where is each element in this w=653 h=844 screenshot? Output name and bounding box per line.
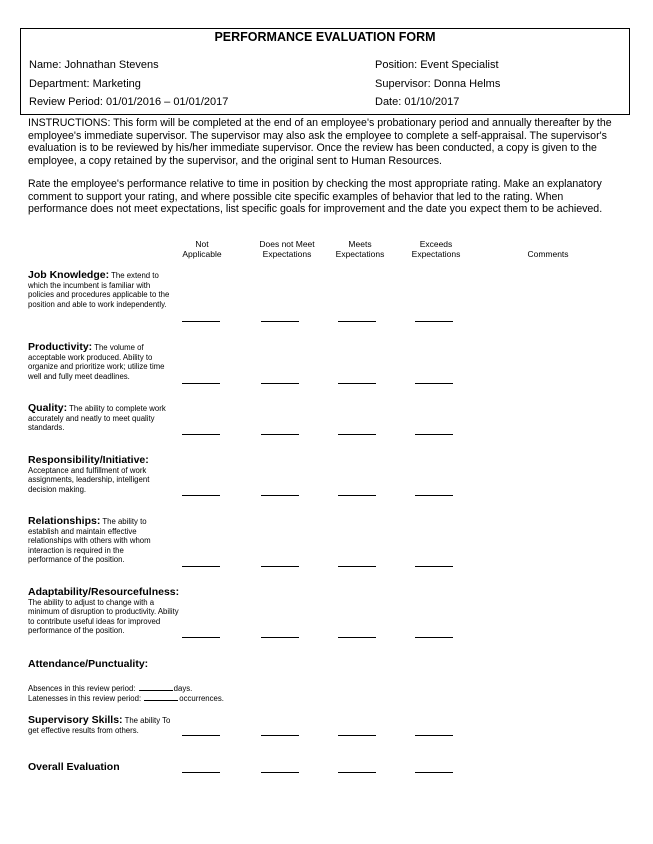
rating-line-overall-not-applicable[interactable]	[182, 772, 220, 773]
lateness-row	[28, 693, 224, 704]
rating-line-quality-not-applicable[interactable]	[182, 434, 220, 435]
rating-line-productivity-not-applicable[interactable]	[182, 383, 220, 384]
rating-instructions: Rate the employee's performance relative to time in position by checking the most appropriate rating. Make an explanatory comment to support your rating, and where possible cite specific examples of behavior that led to the rating. When performance does not meet expectations, list specific goals for improvement and the date you expect them to be achieved.	[28, 178, 603, 215]
section-title: Overall Evaluation	[28, 761, 120, 773]
section-desc: The ability to adjust to change with a minimum of disruption to productivity. Ability to contribute useful ideas for improved performance of the position.	[28, 597, 179, 635]
section-desc: The ability To get effective results from others.	[28, 716, 171, 735]
employee-name: Name: Johnathan Stevens	[29, 59, 159, 71]
absences-label: Absences in this review period:	[28, 684, 136, 693]
col-does-not-meet: Does not Meet Expectations	[259, 239, 315, 259]
form-title: PERFORMANCE EVALUATION FORM	[214, 30, 436, 44]
rating-line-productivity-meets[interactable]	[338, 383, 376, 384]
section-title: Productivity:	[28, 341, 93, 353]
lateness-label: Latenesses in this review period:	[28, 694, 142, 703]
rating-line-quality-meets[interactable]	[338, 434, 376, 435]
department: Department: Marketing	[29, 78, 141, 90]
section-title: Quality:	[28, 402, 68, 414]
lateness-blank[interactable]	[144, 693, 178, 701]
col-exceeds: Exceeds Expectations	[411, 239, 461, 259]
section-quality	[28, 404, 168, 433]
col-not-applicable: Not Applicable	[182, 239, 222, 259]
rating-line-quality-does-not-meet[interactable]	[261, 434, 299, 435]
rating-line-job-knowledge-meets[interactable]	[338, 321, 376, 322]
rating-line-supervisory-meets[interactable]	[338, 735, 376, 736]
section-desc: The extend to which the incumbent is familiar with policies and procedures applicable to the position and able to work independently.	[28, 271, 170, 309]
rating-line-relationships-exceeds[interactable]	[415, 566, 453, 567]
section-supervisory	[28, 716, 178, 735]
rating-line-productivity-exceeds[interactable]	[415, 383, 453, 384]
section-title: Attendance/Punctuality:	[28, 658, 149, 670]
section-responsibility	[28, 456, 168, 494]
col-comments: Comments	[527, 249, 569, 259]
absences-row	[28, 683, 192, 694]
section-desc: The ability to complete work accurately and neatly to meet quality standards.	[28, 404, 166, 432]
employee-info-box	[20, 28, 630, 115]
rating-line-supervisory-does-not-meet[interactable]	[261, 735, 299, 736]
rating-line-quality-exceeds[interactable]	[415, 434, 453, 435]
absences-unit: days.	[173, 684, 193, 693]
rating-line-productivity-does-not-meet[interactable]	[261, 383, 299, 384]
section-title: Adaptability/Resourcefulness:	[28, 586, 180, 598]
section-title: Job Knowledge:	[28, 269, 110, 281]
rating-line-relationships-meets[interactable]	[338, 566, 376, 567]
rating-line-responsibility-does-not-meet[interactable]	[261, 495, 299, 496]
evaluation-date: Date: 01/10/2017	[375, 96, 460, 108]
rating-line-job-knowledge-does-not-meet[interactable]	[261, 321, 299, 322]
section-adaptability	[28, 588, 182, 636]
rating-line-overall-does-not-meet[interactable]	[261, 772, 299, 773]
section-attendance	[28, 660, 178, 670]
lateness-unit: occurrences.	[179, 694, 224, 703]
section-title: Relationships:	[28, 515, 101, 527]
rating-line-adaptability-exceeds[interactable]	[415, 637, 453, 638]
supervisor: Supervisor: Donna Helms	[375, 78, 501, 90]
section-desc: Acceptance and fulfillment of work assignments, leadership, intelligent decision making.	[28, 465, 150, 494]
review-period: Review Period: 01/01/2016 – 01/01/2017	[29, 96, 229, 108]
absences-blank[interactable]	[139, 683, 173, 691]
instructions: INSTRUCTIONS: This form will be completed at the end of an employee's probationary period and annually thereafter by the employee's immediate supervisor. The supervisor may also ask the employee to complete a self-appraisal. The supervisor's evaluation is to be reviewed by his/her immediate supervisor. Once the review has been conducted, a copy is given to the employee, a copy retained by the supervisor, and the original sent to Human Resources.	[28, 117, 612, 167]
section-title: Supervisory Skills:	[28, 714, 123, 726]
rating-line-overall-exceeds[interactable]	[415, 772, 453, 773]
rating-line-relationships-not-applicable[interactable]	[182, 566, 220, 567]
section-overall	[28, 763, 178, 773]
rating-line-supervisory-not-applicable[interactable]	[182, 735, 220, 736]
section-productivity	[28, 343, 174, 381]
section-relationships	[28, 517, 168, 565]
rating-line-job-knowledge-exceeds[interactable]	[415, 321, 453, 322]
section-desc: The ability to establish and maintain effective relationships with others with whom interaction is required in the performance of the position.	[28, 517, 151, 564]
section-job-knowledge	[28, 271, 178, 309]
rating-line-job-knowledge-not-applicable[interactable]	[182, 321, 220, 322]
rating-line-responsibility-not-applicable[interactable]	[182, 495, 220, 496]
section-desc: The volume of acceptable work produced. Ability to organize and prioritize work; utilize time well and fully meet deadlines.	[28, 343, 165, 381]
position: Position: Event Specialist	[375, 59, 499, 71]
rating-line-overall-meets[interactable]	[338, 772, 376, 773]
rating-line-adaptability-does-not-meet[interactable]	[261, 637, 299, 638]
rating-line-adaptability-not-applicable[interactable]	[182, 637, 220, 638]
rating-line-adaptability-meets[interactable]	[338, 637, 376, 638]
rating-line-supervisory-exceeds[interactable]	[415, 735, 453, 736]
rating-line-relationships-does-not-meet[interactable]	[261, 566, 299, 567]
rating-line-responsibility-exceeds[interactable]	[415, 495, 453, 496]
col-meets: Meets Expectations	[335, 239, 385, 259]
section-title: Responsibility/Initiative:	[28, 454, 149, 466]
rating-line-responsibility-meets[interactable]	[338, 495, 376, 496]
